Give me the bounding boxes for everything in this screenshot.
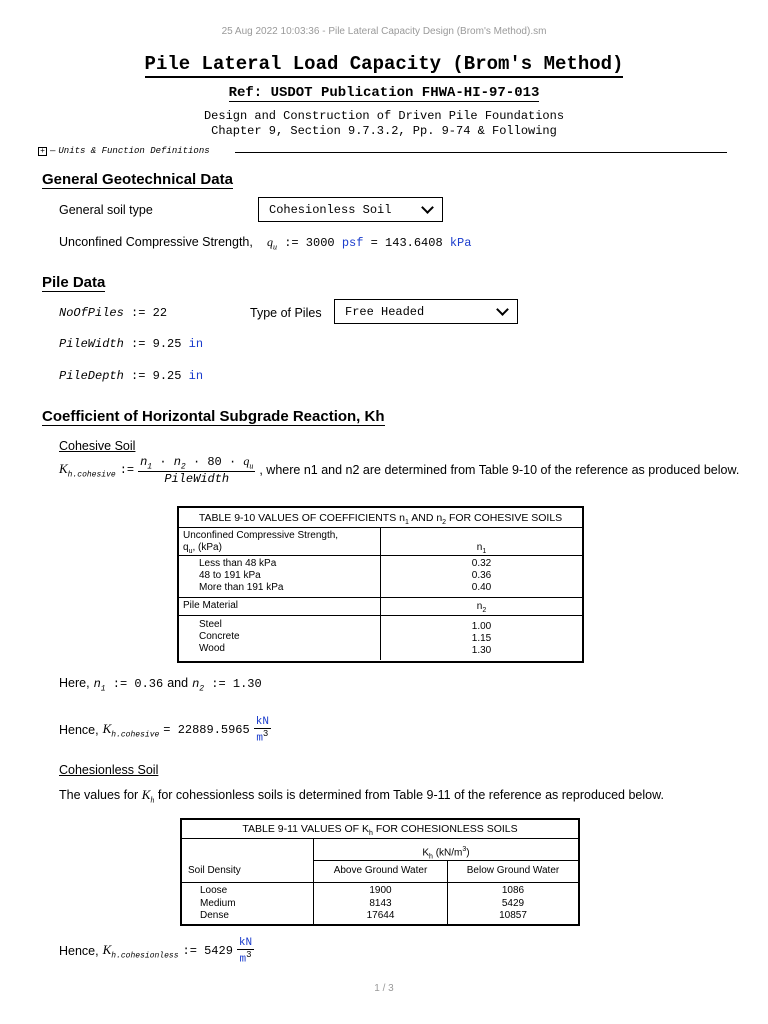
table-cell: 1.15 [471, 633, 492, 644]
table-row: More than 191 kPa [199, 582, 284, 593]
table-row: Wood [199, 643, 225, 654]
n1-definition[interactable]: $n_1$ := 0.36 [93, 677, 164, 694]
table-cell: 0.36 [471, 570, 492, 581]
soil-type-dropdown[interactable] [258, 197, 443, 222]
table-9-10 [177, 506, 584, 663]
table-9-11-header-below: Below Ground Water [466, 865, 560, 876]
table-row: Steel [199, 619, 222, 630]
pile-type-dropdown[interactable] [334, 299, 518, 324]
table-cell: 10857 [499, 910, 527, 921]
pile-type-value: Free Headed [345, 304, 425, 319]
pile-depth-definition[interactable]: PileDepth := 9.25 in [59, 369, 204, 383]
kh-cohesive-result-line: Hence, $K_{h.cohesive}$ = 22889.5965 $\frac{kN}{m^3}$ [59, 716, 269, 745]
kh-cohesive-result[interactable]: $K_{h.cohesive}$ = 22889.5965 $\frac{kN}{m^3}$ [102, 716, 269, 745]
kh-cohesionless-line: Hence, $K_{h.cohesionless}$ := 5429 $\frac{kN}{m^3}$ [59, 937, 253, 966]
cohesionless-soil-label: Cohesionless Soil [59, 763, 159, 777]
subtitle-line-2: Chapter 9, Section 9.7.3.2, Pp. 9-74 & Following [211, 124, 557, 138]
table-9-10-header-material: Pile Material [179, 598, 381, 615]
page-number: 1 / 3 [374, 983, 394, 994]
table-9-10-header-n1: $n_1$ [476, 542, 487, 555]
chevron-down-icon [496, 303, 509, 316]
section-pile-data: Pile Data [42, 274, 106, 291]
section-geotechnical: General Geotechnical Data [42, 171, 233, 188]
ucs-label: Unconfined Compressive Strength, [59, 235, 253, 249]
table-9-11-header-above: Above Ground Water [314, 861, 448, 882]
table-cell: 5429 [501, 897, 525, 909]
table-cell: 1086 [501, 885, 525, 896]
section-kh: Coefficient of Horizontal Subgrade Reaction, Kh [42, 408, 385, 425]
table-9-11-header-kh: $K_h$ $(kN/m^3)$ [314, 839, 578, 861]
chevron-down-icon [421, 201, 434, 214]
table-9-10-header-strength: Unconfined Compressive Strength, $q_u$, (kPa) [179, 528, 381, 555]
table-cell: 1900 [369, 885, 392, 896]
no-of-piles-definition[interactable]: NoOfPiles := 22 [59, 306, 168, 320]
table-cell: 0.32 [471, 558, 492, 569]
table-cell: 17644 [366, 910, 395, 921]
table-row: Less than 48 kPa [199, 558, 277, 569]
table-cell: 0.40 [471, 582, 492, 593]
reference-line: Ref: USDOT Publication FHWA-HI-97-013 [228, 85, 540, 101]
region-label: Units & Function Definitions [58, 146, 210, 156]
table-row: Medium [200, 897, 236, 909]
collapsed-region-units[interactable]: + — Units & Function Definitions [38, 146, 210, 156]
table-row: Loose [200, 885, 228, 896]
table-9-11-header-density: Soil Density [182, 839, 314, 882]
table-cell: 8143 [369, 897, 392, 909]
expand-icon[interactable]: + [38, 147, 47, 156]
kh-cohesionless-definition[interactable]: $K_{h.cohesionless}$ := 5429 $\frac{kN}{m^3}$ [102, 937, 253, 966]
soil-type-label: General soil type [59, 203, 153, 217]
table-cell: 1.30 [471, 645, 492, 656]
table-row: Dense [200, 910, 229, 921]
table-9-11-title: TABLE 9-11 VALUES OF $K_h$ FOR COHESIONLESS SOILS [182, 820, 578, 839]
soil-type-value: Cohesionless Soil [269, 202, 392, 217]
n2-definition[interactable]: $n_2$ := 1.30 [192, 677, 262, 694]
table-9-11 [180, 818, 580, 926]
table-row: Concrete [199, 631, 240, 642]
cohesionless-description: The values for $K_h$ for cohessionless soils is determined from Table 9-11 of the reference as reproduced below. [59, 787, 664, 805]
pile-width-definition[interactable]: PileWidth := 9.25 in [59, 337, 204, 351]
n-values-line: Here, $n_1$ := 0.36 and $n_2$ := 1.30 [59, 676, 262, 694]
subtitle-line-1: Design and Construction of Driven Pile Foundations [203, 109, 565, 123]
page-title: Pile Lateral Load Capacity (Brom's Method) [0, 53, 768, 75]
qu-definition[interactable]: $q_u$ := 3000 psf = 143.6408 kPa [267, 235, 472, 252]
pile-type-label: Type of Piles [250, 306, 322, 320]
table-9-10-title: TABLE 9-10 VALUES OF COEFFICIENTS $n_1$ AND $n_2$ FOR COHESIVE SOILS [179, 508, 582, 528]
kh-cohesive-formula[interactable]: $K_{h.cohesive}$ := $\frac{n_1 \cdot n_2 \cdot 80 \cdot q_u}{\text{PileWidth}}$ , where n1 and n2 are determined from Table 9-10 of the reference as produced below. [59, 454, 740, 487]
table-9-10-header-n2: $n_2$ [476, 601, 487, 614]
table-cell: 1.00 [471, 621, 492, 632]
region-divider [235, 152, 727, 153]
document-header: 25 Aug 2022 10:03:36 - Pile Lateral Capacity Design (Brom's Method).sm [221, 26, 547, 37]
cohesive-soil-label: Cohesive Soil [59, 439, 136, 453]
table-row: 48 to 191 kPa [199, 570, 261, 581]
